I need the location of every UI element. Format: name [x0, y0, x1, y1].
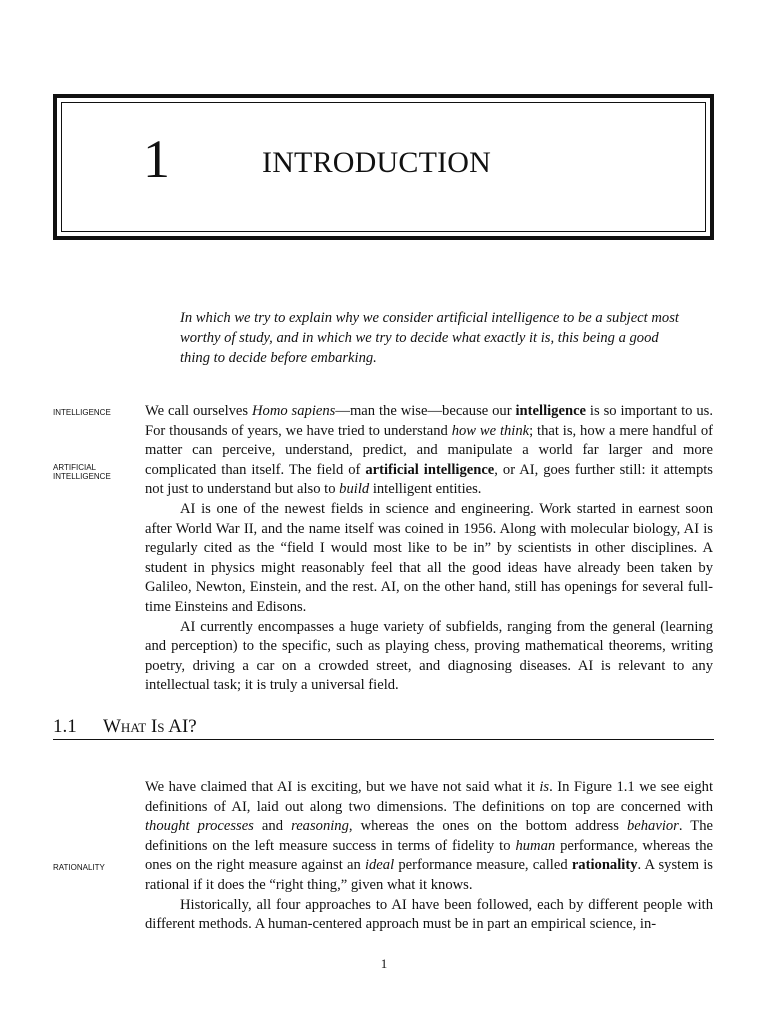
section-body [145, 778, 713, 935]
emphasis-ideal: ideal [364, 857, 395, 874]
term-rationality: rationality [571, 857, 638, 874]
text-run: and [253, 818, 292, 835]
margin-note-line: ARTIFICIAL [53, 463, 96, 472]
section-paragraph-2: Historically, all four approaches to AI have been followed, each by different people with different methods. A human-centered approach must be in part an empirical science, in- [145, 896, 713, 933]
emphasis-behavior: behavior [626, 818, 679, 835]
section-paragraph-1 [145, 778, 713, 896]
intro-paragraph-2: AI is one of the newest fields in science and engineering. Work started in earnest soon after World War II, and the name itself was coined in 1956. Along with molecular biology, AI is regularly cited as the “field I would most like to be in” by scientists in other disciplines. A student in physics might reasonably feel that all the good ideas have already been taken by Galileo, Newton, Einstein, and the rest. AI, on the other hand, still has openings for several full-time Einsteins and Edisons. [145, 500, 713, 615]
text-run: performance, whereas the ones on the right measure against an [145, 837, 714, 874]
text-run: . A system is rational if it does the “right thing,” given what it knows. [145, 857, 713, 893]
chapter-title: INTRODUCTION [262, 146, 492, 179]
text-run: ; that is, how a mere handful of matter can perceive, understand, predict, and manipulate a world far larger and more complicated than itself. The field of [145, 422, 713, 478]
emphasis-how-we-think: how we think [451, 422, 530, 439]
text-run: —man the wise—because our [335, 403, 516, 419]
margin-note-intelligence: INTELLIGENCE [53, 408, 111, 417]
section-heading [53, 715, 714, 740]
text-run: intelligent entities. [369, 481, 482, 498]
intro-body [145, 402, 713, 696]
text-run: We call ourselves [145, 403, 252, 419]
text-run: . In Figure 1.1 we see eight definitions of AI, laid out along two dimensions. The definitions on top are concerned with [145, 779, 713, 815]
emphasis-thought-processes: thought processes [145, 818, 254, 835]
emphasis-human: human [515, 837, 556, 854]
page-number: 1 [380, 956, 388, 971]
emphasis-homo-sapiens: Homo sapiens [251, 403, 336, 419]
chapter-number: 1 [143, 129, 170, 189]
text-run: , whereas the ones on the bottom address [348, 818, 627, 835]
margin-note-artificial-intelligence [53, 463, 133, 481]
chapter-epigraph: In which we try to explain why we consider artificial intelligence to be a subject most worthy of study, and in which we try to decide what exactly it is, this being a good thing to decide before embarking. [180, 310, 679, 366]
text-run: We have claimed that AI is exciting, but we have not said what it [145, 779, 540, 795]
text-run: , or AI, goes further still: it attempts not just to understand but also to [145, 461, 713, 498]
margin-note-line: INTELLIGENCE [53, 472, 111, 481]
text-run: is so important to us. For thousands of years, we have tried to understand [145, 403, 713, 439]
section-title: What Is AI? [103, 716, 197, 737]
text-run: performance measure, called [394, 857, 572, 874]
emphasis-is: is [539, 779, 550, 795]
emphasis-build: build [339, 481, 370, 498]
intro-paragraph-1 [145, 402, 713, 500]
section-number: 1.1 [53, 716, 77, 737]
emphasis-reasoning: reasoning [291, 818, 349, 835]
term-intelligence: intelligence [515, 403, 587, 419]
text-run: . The definitions on the left measure success in terms of fidelity to [145, 818, 713, 854]
margin-note-rationality: RATIONALITY [53, 863, 105, 872]
term-artificial-intelligence: artificial intelligence [365, 461, 495, 478]
intro-paragraph-3: AI currently encompasses a huge variety of subfields, ranging from the general (learning and perception) to the specific, such as playing chess, proving mathematical theorems, writing poetry, driving a car on a crowded street, and diagnosing diseases. AI is relevant to any intellectual task; it is truly a universal field. [145, 618, 713, 694]
